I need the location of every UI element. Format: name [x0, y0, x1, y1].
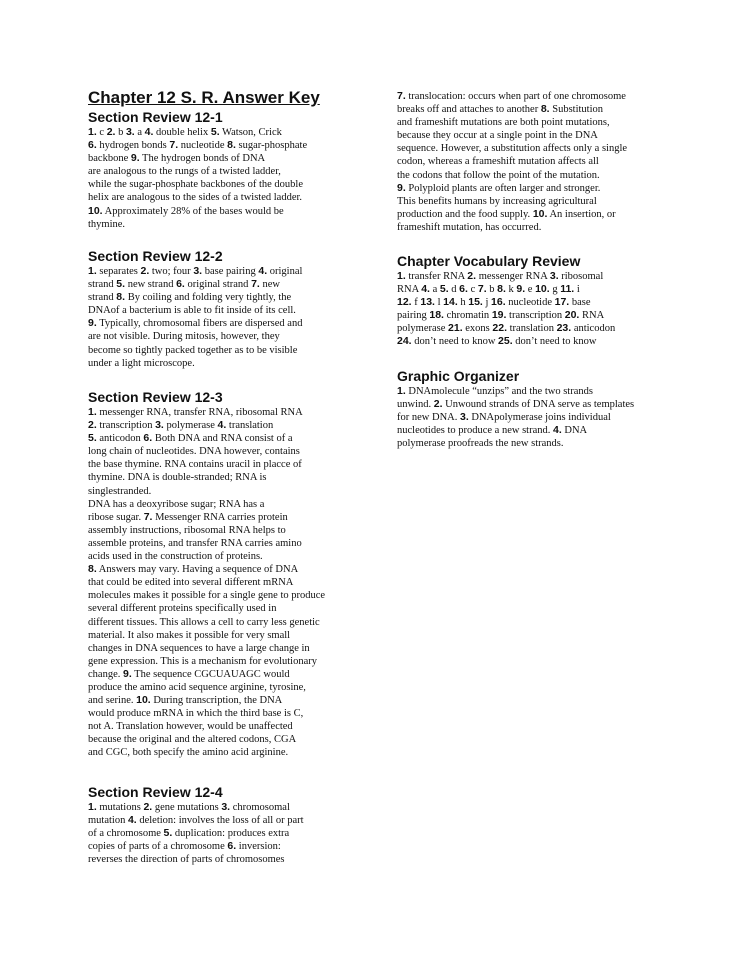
answer-text: assembly instructions, ribosomal RNA helps to	[88, 524, 286, 536]
text-line	[88, 178, 370, 191]
answer-text: original strand	[184, 279, 252, 291]
answer-text: inversion:	[236, 841, 281, 853]
answer-text: b	[115, 127, 126, 138]
text-line	[397, 169, 673, 182]
item-number: 4.	[258, 265, 268, 277]
item-number: 1.	[88, 406, 97, 418]
item-number: 7.	[397, 90, 406, 102]
item-number: 6.	[176, 278, 185, 291]
item-number: 20.	[564, 309, 580, 322]
text-line	[397, 116, 673, 129]
answer-text: transfer RNA	[405, 271, 468, 282]
answer-text: Messenger RNA carries protein	[152, 511, 288, 523]
item-number: 10.	[532, 207, 548, 220]
answer-text: Typically, chromosomal fibers are dispersed and	[96, 318, 303, 330]
answer-text: a	[429, 284, 440, 296]
answer-text: By coiling and folding very tightly, the	[125, 292, 292, 304]
answer-text: g	[549, 284, 561, 296]
answer-text: unwind.	[397, 399, 434, 411]
item-number: 5.	[210, 126, 220, 138]
answer-text: translocation: occurs when part of one chromosome	[405, 91, 626, 102]
answer-text: translation	[226, 420, 274, 432]
text-line	[88, 218, 370, 231]
answer-text: are analogous to the rungs of a twisted ladder,	[88, 166, 281, 178]
text-line	[397, 182, 673, 195]
answer-text: mutation	[88, 815, 128, 827]
section-heading: Section Review 12-2	[88, 248, 223, 264]
answer-text: would produce mRNA in which the third base is C,	[88, 708, 304, 720]
answer-text: assemble proteins, and transfer RNA carries amino	[88, 537, 302, 549]
text-line	[88, 191, 370, 204]
item-number: 10.	[535, 283, 550, 296]
answer-text: because they occur at a single point in the DNA	[397, 130, 598, 142]
answer-text: translation	[507, 323, 557, 335]
text-line	[397, 335, 673, 348]
answer-text: DNA has a deoxyribose sugar; RNA has a	[88, 498, 265, 510]
text-line	[397, 437, 673, 450]
item-number: 9.	[122, 667, 132, 680]
answer-text: k	[505, 284, 517, 296]
text-line	[88, 694, 370, 707]
item-number: 17.	[554, 296, 570, 309]
text-line	[88, 602, 370, 615]
item-number: 5.	[116, 278, 126, 291]
answer-text: base pairing	[202, 266, 259, 277]
item-number: 25.	[498, 335, 513, 348]
answer-text: produce the amino acid sequence arginine, tyrosine,	[88, 681, 306, 693]
answer-text: The sequence CGCUAUAGC would	[131, 668, 290, 680]
answer-text: reverses the direction of parts of chromosomes	[88, 854, 285, 866]
text-line	[88, 576, 370, 589]
answer-text: transcription	[506, 310, 565, 322]
item-number: 18.	[429, 309, 444, 322]
answer-text: An insertion, or	[547, 208, 616, 220]
answer-text: polymerase proofreads the new strands.	[397, 438, 564, 450]
text-line	[88, 344, 370, 357]
item-number: 4.	[217, 419, 227, 432]
item-number: 1.	[397, 270, 406, 282]
item-number: 2.	[106, 126, 116, 138]
item-number: 6.	[227, 840, 237, 853]
item-number: 3.	[125, 126, 135, 138]
section-heading: Section Review 12-1	[88, 109, 223, 125]
item-number: 3.	[155, 419, 164, 432]
answer-text: the codons that follow the point of the mutation.	[397, 169, 600, 181]
text-line	[397, 155, 673, 168]
answer-text: i	[574, 284, 580, 296]
answer-text: don’t need to know	[512, 336, 597, 348]
text-line	[88, 853, 370, 866]
item-number: 3.	[221, 801, 231, 813]
answer-text: different tissues. This allows a cell to carry less genetic	[88, 616, 320, 628]
text-line	[88, 498, 370, 511]
answer-text: strand	[88, 292, 117, 304]
text-line	[88, 733, 370, 746]
answer-text: singlestranded.	[88, 485, 152, 497]
item-number: 2.	[140, 265, 150, 277]
answer-text: become so tightly packed together as to be visible	[88, 344, 298, 356]
answer-text: exons	[462, 323, 493, 335]
item-number: 4.	[421, 283, 430, 296]
item-number: 8.	[116, 291, 126, 304]
answer-text: This benefits humans by increasing agricultural	[397, 195, 597, 207]
answer-text: thymine.	[88, 218, 126, 230]
item-number: 21.	[448, 322, 463, 335]
answer-text: transcription	[96, 420, 156, 432]
answer-text: and frameshift mutations are both point mutations,	[397, 117, 610, 129]
answer-text: nucleotide	[505, 297, 555, 309]
item-number: 5.	[163, 827, 173, 840]
text-line	[88, 278, 370, 291]
text-line	[397, 270, 673, 283]
item-number: 7.	[143, 510, 153, 523]
text-line	[397, 296, 673, 309]
item-number: 12.	[397, 296, 412, 309]
text-line	[88, 616, 370, 629]
text-line	[88, 419, 370, 432]
text-line	[88, 291, 370, 304]
text-line	[397, 90, 673, 103]
item-number: 3.	[193, 265, 203, 277]
answer-text: c	[96, 127, 107, 138]
item-number: 15.	[468, 296, 483, 309]
item-number: 10.	[136, 694, 151, 707]
text-line	[88, 126, 370, 139]
text-line	[88, 445, 370, 458]
answer-text: thymine. DNA is double-stranded; RNA is	[88, 472, 267, 484]
text-line	[88, 265, 370, 278]
answer-text: original	[267, 266, 303, 277]
text-line	[88, 642, 370, 655]
section-review-12-4	[88, 784, 370, 866]
item-number: 13.	[420, 296, 435, 309]
item-number: 7.	[169, 139, 179, 152]
answer-text: production and the food supply.	[397, 208, 533, 220]
text-line	[88, 550, 370, 563]
item-number: 6.	[459, 283, 468, 296]
item-number: 9.	[88, 317, 97, 330]
answer-text: DNAmolecule “unzips” and the two strands	[405, 386, 593, 397]
answer-text: h	[457, 297, 469, 309]
text-line	[397, 103, 673, 116]
item-number: 8.	[88, 563, 97, 576]
answer-text: and CGC, both specify the amino acid arginine.	[88, 747, 289, 759]
item-number: 7.	[477, 283, 487, 296]
item-number: 8.	[497, 283, 506, 296]
answer-text: anticodon	[96, 433, 144, 445]
page-title: Chapter 12 S. R. Answer Key	[88, 88, 320, 107]
answer-text: the base thymine. RNA contains uracil in placce of	[88, 459, 302, 471]
item-number: 5.	[439, 283, 449, 296]
answer-text: of a chromosome	[88, 828, 164, 840]
answer-text: c	[467, 284, 478, 296]
item-number: 10.	[88, 204, 103, 217]
answer-text: l	[434, 297, 444, 309]
text-line	[88, 840, 370, 853]
answer-text: not A. Translation however, would be unaffected	[88, 721, 293, 733]
answer-text: polymerase	[163, 420, 218, 432]
answer-text: change.	[88, 668, 123, 680]
text-line	[88, 524, 370, 537]
answer-text: Approximately 28% of the bases would be	[102, 205, 284, 217]
answer-text: hydrogen bonds	[96, 140, 170, 152]
answer-text: chromatin	[443, 310, 492, 322]
answer-text: ribose sugar.	[88, 511, 144, 523]
answer-text: During transcription, the DNA	[150, 695, 283, 707]
answer-text: molecules makes it possible for a single gene to produce	[88, 590, 326, 602]
answer-text: because the original and the altered codons, CGA	[88, 734, 297, 746]
answer-text: DNApolymerase joins individual	[468, 412, 611, 424]
text-line	[88, 330, 370, 343]
item-number: 9.	[130, 152, 140, 165]
text-line	[88, 165, 370, 178]
section-review-12-2	[88, 248, 370, 370]
item-number: 8.	[227, 139, 236, 152]
item-number: 2.	[467, 270, 477, 282]
answer-text: while the sugar-phosphate backbones of the double	[88, 179, 303, 191]
item-number: 1.	[88, 126, 97, 138]
section-heading: Section Review 12-3	[88, 389, 223, 405]
answer-text: Substitution	[549, 104, 603, 116]
answer-text: long chain of nucleotides. DNA however, contains	[88, 446, 300, 458]
item-number: 7.	[251, 278, 260, 291]
answer-text: nucleotide	[178, 140, 228, 152]
answer-text: new strand	[125, 279, 177, 291]
item-number: 9.	[397, 181, 406, 194]
answer-text: Polyploid plants are often larger and stronger.	[405, 182, 601, 194]
answer-text: The hydrogen bonds of DNA	[139, 153, 266, 165]
answer-text: deletion: involves the loss of all or part	[136, 815, 304, 827]
section-heading: Section Review 12-4	[88, 784, 223, 800]
text-line	[397, 142, 673, 155]
text-line	[88, 589, 370, 602]
text-line	[397, 385, 673, 398]
item-number: 2.	[143, 801, 153, 813]
answer-text: Both DNA and RNA consist of a	[152, 433, 293, 445]
answer-text: RNA	[579, 310, 605, 322]
item-number: 9.	[516, 283, 526, 296]
answer-text: gene expression. This is a mechanism for evolutionary	[88, 655, 318, 667]
text-line	[88, 357, 370, 370]
text-line	[88, 563, 370, 576]
text-line	[88, 471, 370, 484]
item-number: 14.	[443, 296, 458, 309]
answer-text: and serine.	[88, 695, 137, 707]
item-number: 23.	[556, 322, 572, 335]
item-number: 1.	[397, 385, 406, 397]
answer-text: two; four	[149, 266, 194, 277]
text-line	[88, 432, 370, 445]
item-number: 4.	[144, 126, 154, 138]
text-line	[88, 304, 370, 317]
answer-text: messenger RNA	[476, 271, 550, 282]
text-line	[397, 129, 673, 142]
answer-text: duplication: produces extra	[172, 828, 290, 840]
item-number: 3.	[549, 270, 559, 282]
text-line	[88, 707, 370, 720]
answer-text: Unwound strands of DNA serve as templates	[442, 399, 635, 411]
answer-text: helix are analogous to the sides of a twisted ladder.	[88, 192, 303, 204]
text-line	[397, 283, 673, 296]
text-line	[88, 720, 370, 733]
text-line	[397, 208, 673, 221]
answer-text: mutations	[96, 802, 144, 813]
answer-text: chromosomal	[230, 802, 290, 813]
item-number: 5.	[88, 432, 97, 445]
chapter-vocabulary-review	[397, 253, 673, 349]
text-line	[88, 152, 370, 165]
answer-text: double helix	[153, 127, 211, 138]
answer-text: e	[525, 284, 536, 296]
answer-text: b	[486, 284, 498, 296]
item-number: 6.	[143, 432, 153, 445]
section-review-12-4-continued	[397, 90, 673, 234]
answer-text: breaks off and attaches to another	[397, 104, 541, 116]
item-number: 2.	[433, 398, 443, 411]
text-line	[88, 139, 370, 152]
answer-text: under a light microscope.	[88, 357, 195, 369]
answer-text: ribosomal	[558, 271, 604, 282]
answer-text: pairing	[397, 310, 430, 322]
text-line	[88, 317, 370, 330]
answer-text: gene mutations	[152, 802, 222, 813]
text-line	[397, 221, 673, 234]
section-heading: Graphic Organizer	[397, 368, 520, 384]
text-line	[397, 424, 673, 437]
answer-text: anticodon	[571, 323, 616, 335]
answer-text: nucleotides to produce a new strand.	[397, 425, 553, 437]
item-number: 8.	[540, 103, 550, 116]
text-line	[88, 655, 370, 668]
answer-text: base	[569, 297, 591, 309]
item-number: 1.	[88, 265, 97, 277]
text-line	[88, 827, 370, 840]
item-number: 6.	[88, 139, 97, 152]
text-line	[88, 814, 370, 827]
section-review-12-3	[88, 389, 370, 760]
answer-text: Answers may vary. Having a sequence of DNA	[96, 564, 299, 576]
item-number: 16.	[491, 296, 506, 309]
answer-text: d	[448, 284, 460, 296]
item-number: 4.	[553, 424, 562, 437]
graphic-organizer	[397, 368, 673, 450]
text-line	[88, 681, 370, 694]
answer-text: f	[411, 297, 421, 309]
item-number: 3.	[460, 411, 469, 424]
text-line	[88, 746, 370, 759]
item-number: 24.	[397, 335, 412, 348]
item-number: 22.	[492, 322, 507, 335]
answer-text: sugar-phosphate	[235, 140, 308, 152]
section-review-12-1	[88, 109, 370, 231]
answer-text: DNAof a bacterium is able to fit inside of its cell.	[88, 305, 296, 317]
answer-text: don’t need to know	[411, 336, 499, 348]
text-line	[397, 411, 673, 424]
text-line	[88, 668, 370, 681]
answer-text: frameshift mutation, has occurred.	[397, 221, 542, 233]
text-line	[397, 195, 673, 208]
answer-text: RNA	[397, 284, 422, 296]
text-line	[88, 801, 370, 814]
text-line	[88, 205, 370, 218]
text-line	[88, 629, 370, 642]
text-line	[88, 537, 370, 550]
item-number: 4.	[127, 814, 137, 827]
answer-text: strand	[88, 279, 117, 291]
answer-text: are not visible. During mitosis, however, they	[88, 331, 280, 343]
text-line	[88, 458, 370, 471]
answer-text: new	[259, 279, 280, 291]
answer-text: for new DNA.	[397, 412, 460, 424]
answer-text: sequence. However, a substitution affects only a single	[397, 143, 628, 155]
text-line	[88, 485, 370, 498]
answer-text: changes in DNA sequences to have a large change in	[88, 642, 310, 654]
answer-text: Watson, Crick	[219, 127, 282, 138]
answer-text: a	[134, 127, 145, 138]
item-number: 11.	[560, 283, 575, 296]
text-line	[88, 511, 370, 524]
text-line	[397, 398, 673, 411]
answer-text: DNA	[561, 425, 588, 437]
section-heading: Chapter Vocabulary Review	[397, 253, 581, 269]
answer-text: copies of parts of a chromosome	[88, 841, 228, 853]
item-number: 1.	[88, 801, 97, 813]
answer-text: several different proteins specifically used in	[88, 603, 277, 615]
answer-text: polymerase	[397, 323, 449, 335]
text-line	[88, 406, 370, 419]
answer-text: codon, whereas a frameshift mutation affects all	[397, 156, 599, 168]
text-line	[397, 309, 673, 322]
answer-text: that could be edited into several different mRNA	[88, 577, 294, 589]
text-line	[397, 322, 673, 335]
answer-text: acids used in the construction of proteins.	[88, 551, 263, 563]
item-number: 2.	[88, 419, 97, 432]
answer-text: material. It also makes it possible for very small	[88, 629, 291, 641]
answer-text: separates	[96, 266, 141, 277]
answer-text: j	[482, 297, 492, 309]
answer-text: backbone	[88, 153, 131, 165]
item-number: 19.	[491, 309, 507, 322]
answer-text: messenger RNA, transfer RNA, ribosomal RNA	[96, 407, 303, 418]
